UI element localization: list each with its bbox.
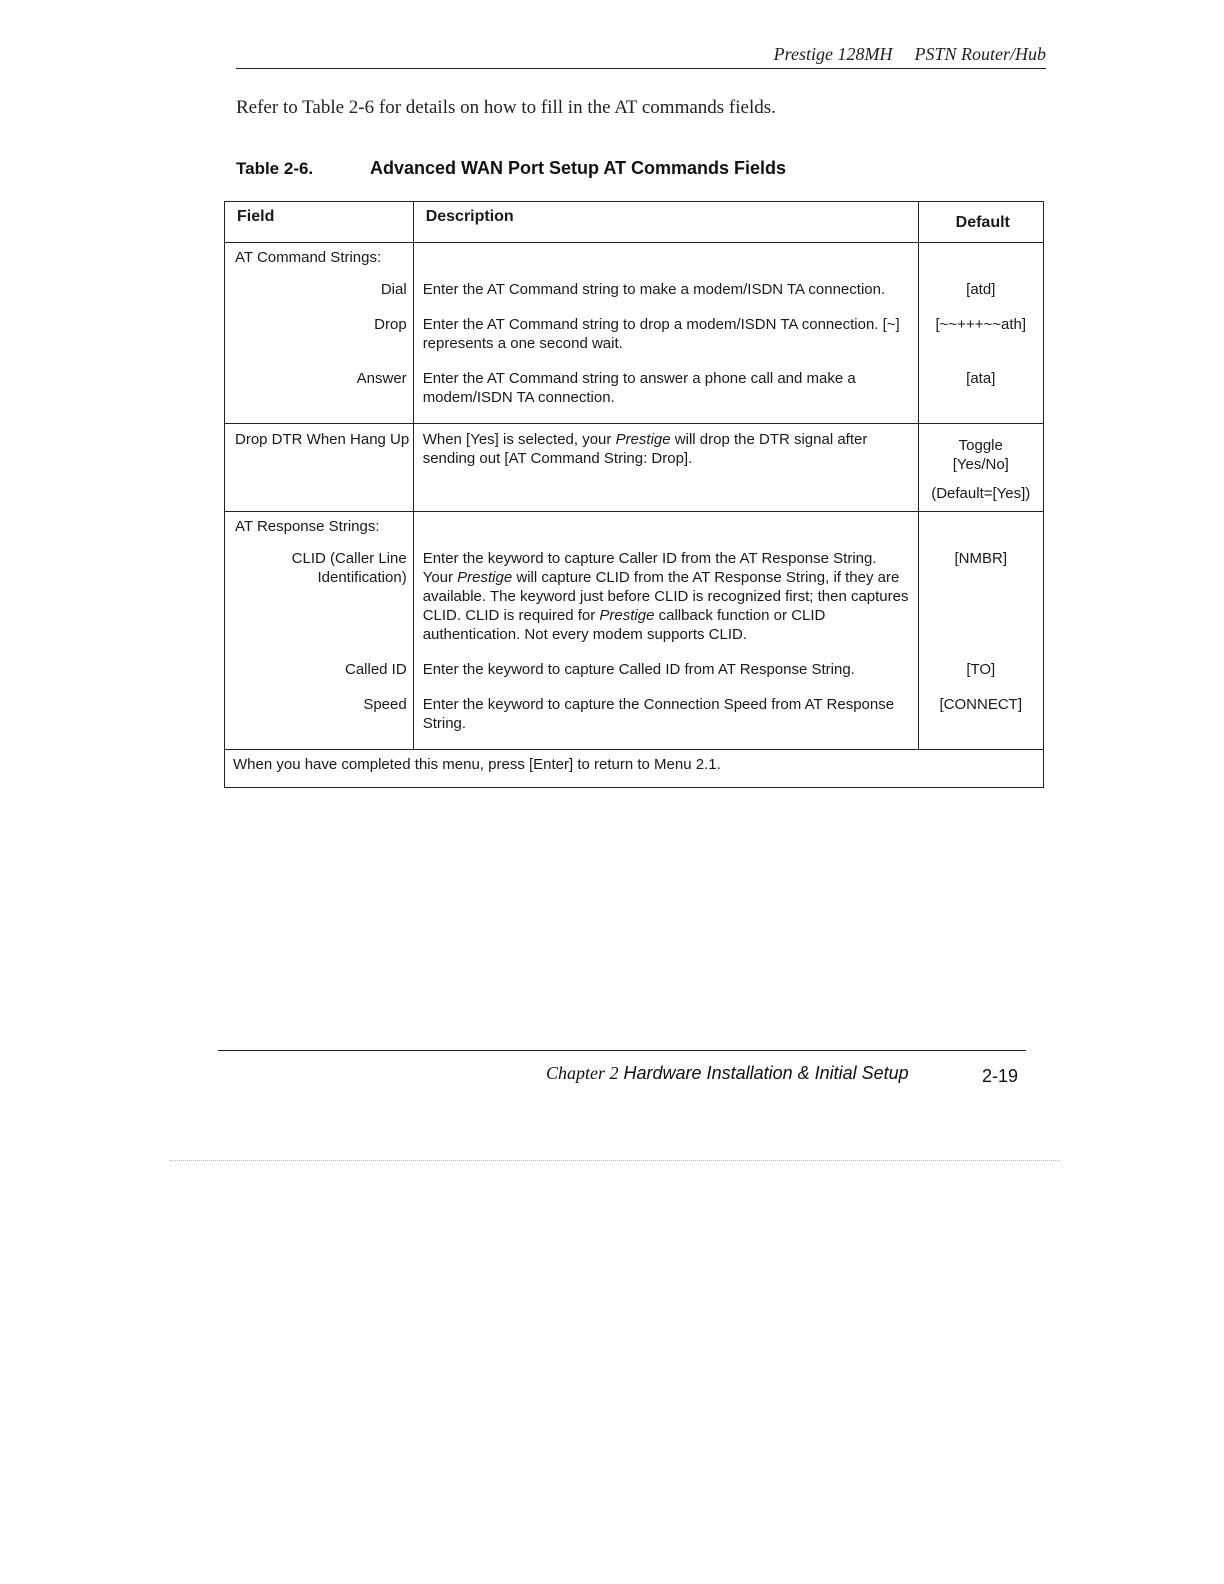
drop-dtr-field: Drop DTR When Hang Up [225, 424, 414, 512]
dial-field: Dial [225, 280, 414, 315]
table-caption [236, 158, 786, 179]
table-footer-note: When you have completed this menu, press [Enter] to return to Menu 2.1. [225, 750, 1044, 788]
dial-default: [atd] [918, 280, 1043, 315]
answer-description: Enter the AT Command string to answer a phone call and make a modem/ISDN TA connection. [413, 369, 918, 424]
header-default: Default [918, 202, 1043, 243]
table-header-row [225, 202, 1044, 243]
speed-field: Speed [225, 695, 414, 750]
page-number: 2-19 [982, 1066, 1019, 1086]
table-number: Table 2-6. [236, 159, 314, 178]
called-id-field: Called ID [225, 660, 414, 695]
table-row [225, 243, 1044, 281]
footer-rule [218, 1050, 1026, 1051]
table-row [225, 512, 1044, 550]
clid-description: Enter the keyword to capture Caller ID from the AT Response String. Your Prestige will capture CLID from the AT Response String, if they are available. The keyword just before CLID is recognized first; then captures CLID. CLID is required for Prestige callback function or CLID authentication. Not every modem supports CLID. [413, 549, 918, 660]
chapter-title: Hardware Installation & Initial Setup [623, 1063, 909, 1083]
scan-artifact-line [170, 1160, 1060, 1161]
header-model: Prestige 128MH [773, 44, 893, 64]
called-id-description: Enter the keyword to capture Called ID from AT Response String. [413, 660, 918, 695]
intro-text: Refer to Table 2-6 for details on how to fill in the AT commands fields. [236, 97, 776, 118]
at-response-heading: AT Response Strings: [225, 512, 414, 550]
answer-field: Answer [225, 369, 414, 424]
table-row [225, 695, 1044, 750]
drop-field: Drop [225, 315, 414, 369]
drop-default: [~~+++~~ath] [918, 315, 1043, 369]
speed-description: Enter the keyword to capture the Connection Speed from AT Response String. [413, 695, 918, 750]
clid-default: [NMBR] [918, 549, 1043, 660]
header-rule [236, 68, 1046, 69]
dial-description: Enter the AT Command string to make a modem/ISDN TA connection. [413, 280, 918, 315]
header-product: PSTN Router/Hub [914, 44, 1046, 64]
drop-dtr-default: Toggle [Yes/No] (Default=[Yes]) [918, 424, 1043, 512]
drop-dtr-description: When [Yes] is selected, your Prestige will drop the DTR signal after sending out [AT Command String: Drop]. [413, 424, 918, 512]
footer-chapter [546, 1063, 909, 1084]
clid-field: CLID (Caller Line Identification) [225, 549, 414, 660]
table-footer-row [225, 750, 1044, 788]
called-id-default: [TO] [918, 660, 1043, 695]
at-command-heading: AT Command Strings: [225, 243, 414, 281]
header-field: Field [225, 202, 414, 243]
table-row [225, 549, 1044, 660]
table-row [225, 315, 1044, 369]
header-description: Description [413, 202, 918, 243]
table-row [225, 280, 1044, 315]
at-commands-table [224, 201, 1044, 788]
running-header [236, 44, 1046, 65]
table-row [225, 424, 1044, 512]
table-title: Advanced WAN Port Setup AT Commands Fields [370, 158, 787, 178]
speed-default: [CONNECT] [918, 695, 1043, 750]
chapter-label: Chapter 2 [546, 1063, 619, 1083]
table-row [225, 660, 1044, 695]
drop-description: Enter the AT Command string to drop a modem/ISDN TA connection. [~] represents a one second wait. [413, 315, 918, 369]
table-row [225, 369, 1044, 424]
answer-default: [ata] [918, 369, 1043, 424]
